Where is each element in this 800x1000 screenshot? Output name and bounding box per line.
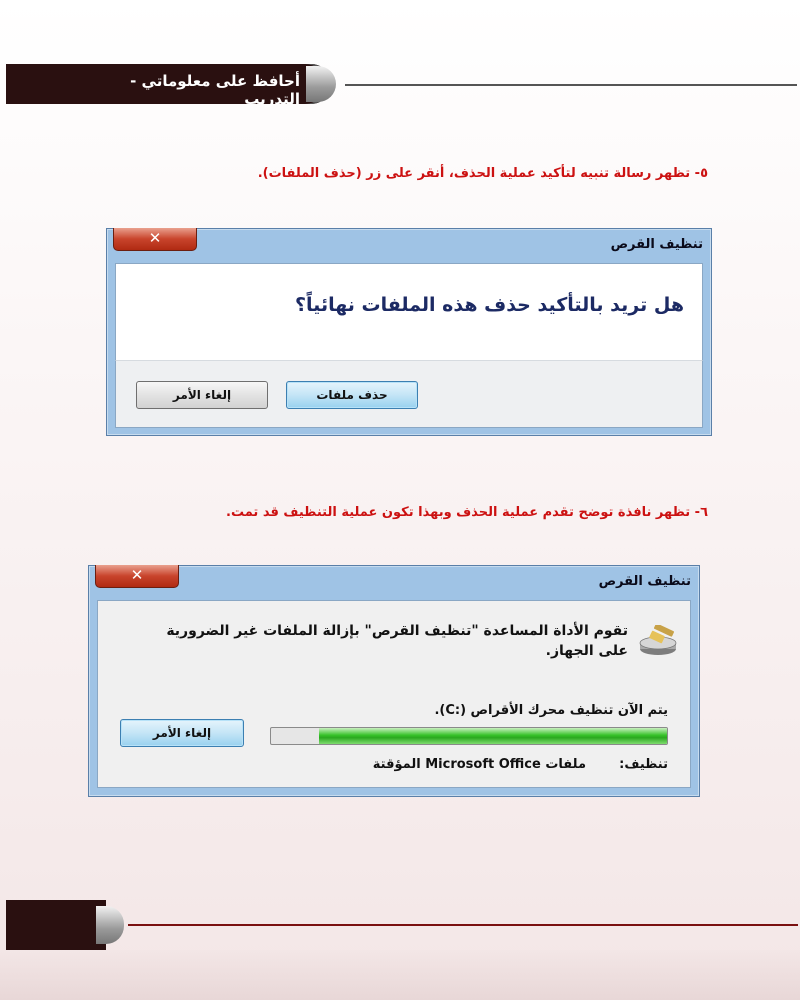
disk-cleanup-icon [638, 625, 680, 657]
confirm-question: هل تريد بالتأكيد حذف هذه الملفات نهائياً؟ [295, 294, 684, 316]
footer-bar [6, 900, 106, 950]
dialog-body [115, 263, 703, 361]
progress-bar [270, 727, 668, 745]
cleaning-item: ملفات Microsoft Office المؤقتة [372, 757, 586, 772]
disk-cleanup-progress-dialog [88, 565, 700, 797]
cleaning-label: تنظيف: [619, 757, 668, 772]
header-divider [345, 84, 797, 86]
cancel-button[interactable]: إلغاء الأمر [120, 719, 244, 747]
footer-decoration [0, 950, 800, 1000]
close-icon: ✕ [130, 566, 144, 584]
step-5-instruction: ٥- تظهر رسالة تنبيه لتأكيد عملية الحذف، أنقر على زر (حذف الملفات). [257, 166, 708, 181]
dialog-title: تنظيف القرص [598, 574, 691, 589]
footer-divider [128, 924, 798, 926]
dialog-footer [115, 360, 703, 428]
page-header-title: أحافظ على معلوماتي - التدريب [130, 72, 300, 108]
cancel-button[interactable]: إلغاء الأمر [136, 381, 268, 409]
cleanup-status: يتم الآن تنظيف محرك الأقراص (:C). [434, 703, 668, 718]
dialog-title: تنظيف القرص [610, 237, 703, 252]
delete-files-button[interactable]: حذف ملفات [286, 381, 418, 409]
tool-description: تقوم الأداة المساعدة "تنظيف القرص" بإزالة الملفات غير الضرورية على الجهاز. [166, 623, 628, 659]
close-icon: ✕ [148, 229, 162, 247]
close-button[interactable] [95, 565, 179, 588]
step-6-instruction: ٦- تظهر نافذة توضح تقدم عملية الحذف وبهذا تكون عملية التنظيف قد تمت. [226, 505, 708, 520]
footer-knob-decoration [96, 906, 124, 944]
confirm-delete-dialog [106, 228, 712, 436]
header-knob-decoration [306, 66, 336, 102]
dialog-body [97, 600, 691, 788]
close-button[interactable] [113, 228, 197, 251]
progress-fill [319, 728, 667, 744]
